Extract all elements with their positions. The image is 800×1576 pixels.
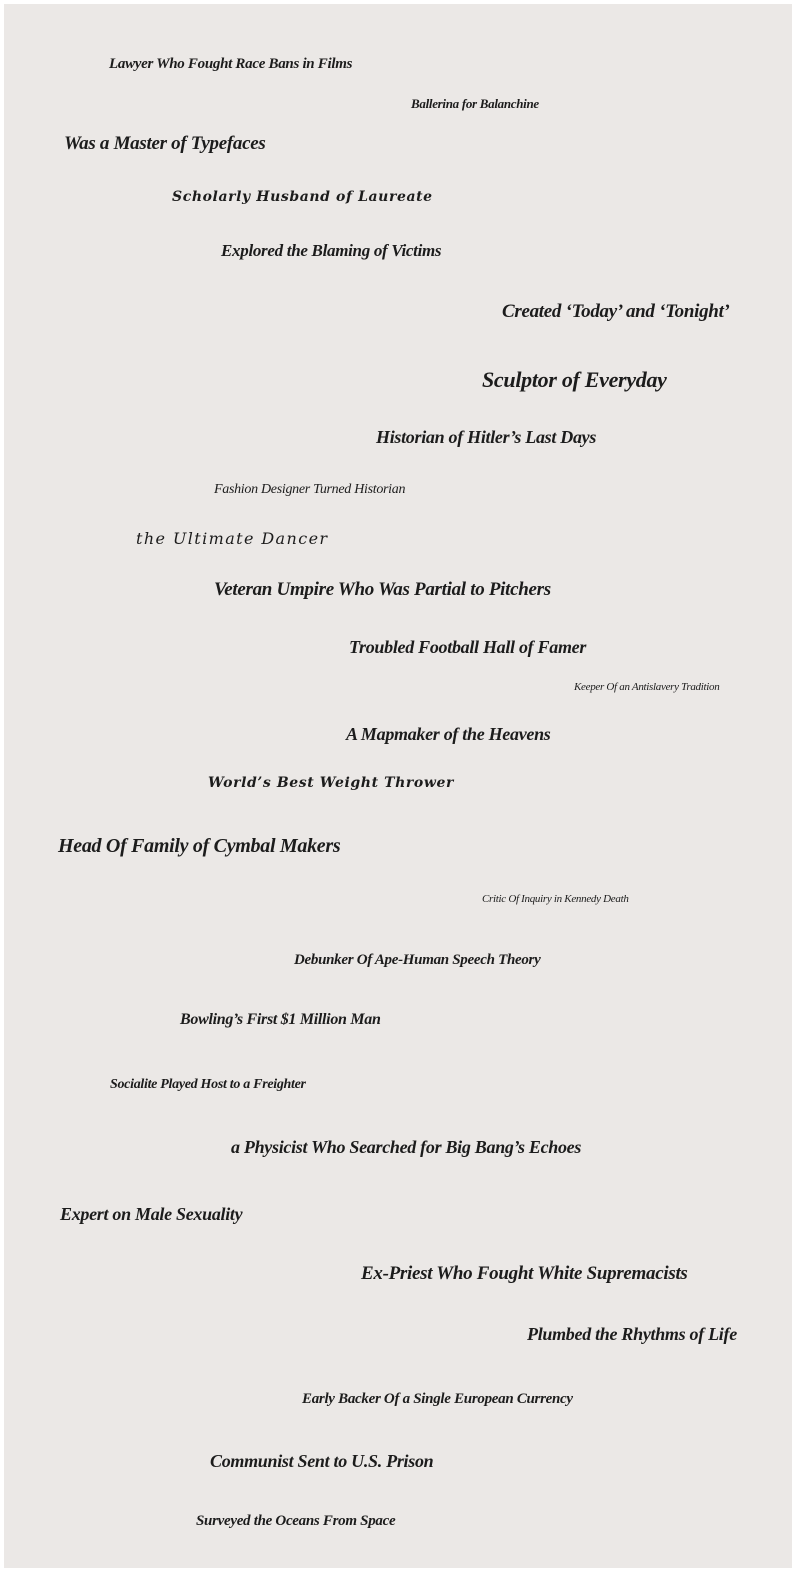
headline-ex-priest: Ex-Priest Who Fought White Supremacists [361,1263,688,1284]
headline-weight-thrower: World’s Best Weight Thrower [208,775,454,791]
headline-lawyer-race-bans: Lawyer Who Fought Race Bans in Films [109,56,353,72]
headline-football-hall-of-famer: Troubled Football Hall of Famer [349,637,587,657]
headline-physicist-big-bang: a Physicist Who Searched for Big Bang’s Echoes [231,1137,582,1157]
headline-sculptor-of-everyday: Sculptor of Everyday [482,367,667,392]
headline-blaming-of-victims: Explored the Blaming of Victims [221,241,442,260]
headline-bowling-million: Bowling’s First $1 Million Man [180,1011,381,1028]
headline-fashion-designer: Fashion Designer Turned Historian [214,482,406,497]
headline-cymbal-makers: Head Of Family of Cymbal Makers [58,835,341,857]
headline-male-sexuality: Expert on Male Sexuality [60,1204,243,1224]
headline-historian-hitler: Historian of Hitler’s Last Days [376,427,597,447]
headline-ape-speech-theory: Debunker Of Ape-Human Speech Theory [294,952,541,968]
headline-oceans-from-space: Surveyed the Oceans From Space [196,1513,396,1529]
headline-veteran-umpire: Veteran Umpire Who Was Partial to Pitchers [214,579,551,600]
headline-master-of-typefaces: Was a Master of Typefaces [64,133,266,154]
headline-scholarly-husband: Scholarly Husband of Laureate [172,189,433,205]
headline-mapmaker-heavens: A Mapmaker of the Heavens [346,724,551,744]
headline-collage [4,4,792,1568]
headline-communist-prison: Communist Sent to U.S. Prison [210,1451,434,1471]
headline-kennedy-inquiry: Critic Of Inquiry in Kennedy Death [482,893,629,905]
headline-antislavery-tradition: Keeper Of an Antislavery Tradition [574,681,720,693]
headline-ballerina-balanchine: Ballerina for Balanchine [411,96,539,111]
headline-ultimate-dancer: the Ultimate Dancer [136,529,329,548]
headline-socialite-freighter: Socialite Played Host to a Freighter [110,1077,306,1092]
headline-today-and-tonight: Created ‘Today’ and ‘Tonight’ [502,301,730,322]
headline-rhythms-of-life: Plumbed the Rhythms of Life [527,1324,737,1344]
headline-european-currency: Early Backer Of a Single European Currency [302,1391,573,1407]
